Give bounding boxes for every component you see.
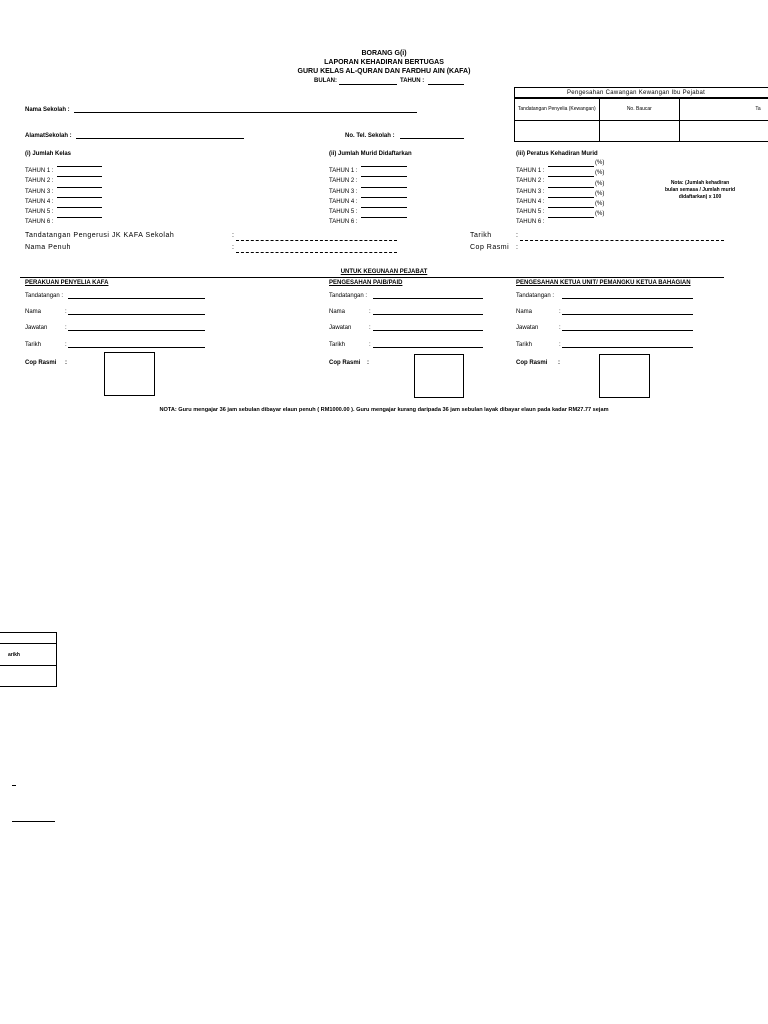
jumlah-kelas-row: TAHUN 5 : — [25, 200, 54, 210]
jumlah-murid-field[interactable] — [361, 187, 407, 188]
col2-nama-field[interactable] — [373, 314, 483, 315]
finance-col-tandatangan: Tandatangan Penyelia (Kewangan) — [515, 98, 600, 121]
colon: : — [559, 309, 561, 315]
cop-rasmi-label: Cop Rasmi — [470, 244, 510, 251]
col1-jawatan-label: Jawatan — [25, 325, 48, 331]
fragment-line — [0, 643, 56, 644]
colon: : — [516, 244, 519, 251]
peratus-kehadiran-title: (iii) Peratus Kehadiran Murid — [516, 151, 598, 157]
tarikh-label: Tarikh — [470, 232, 492, 239]
tahun-label: TAHUN : — [400, 78, 425, 84]
tahun-field[interactable] — [428, 84, 464, 85]
peratus-row: TAHUN 1 : (%) — [516, 160, 605, 174]
bulan-label: BULAN: — [314, 78, 337, 84]
col3-cop-label: Cop Rasmi — [516, 360, 548, 366]
office-divider — [20, 277, 724, 278]
col3-tarikh-field[interactable] — [562, 347, 693, 348]
peratus-kehadiran-list — [516, 159, 605, 226]
colon: : — [232, 244, 235, 251]
allowance-note: NOTA: Guru mengajar 36 jam sebulan dibayar elaun penuh ( RM1000.00 ). Guru mengajar kurang daripada 36 jam sebulan layak dibayar elaun pada kadar RM27.77 sejam — [159, 407, 609, 413]
finance-cell-tandatangan[interactable] — [515, 121, 600, 142]
alamat-sekolah-label: AlamatSekolah : — [25, 133, 72, 139]
jumlah-murid-row: TAHUN 4 : — [329, 190, 358, 200]
finance-table — [514, 97, 768, 142]
cropped-table-fragment — [0, 632, 57, 687]
col1-tarikh-field[interactable] — [68, 347, 205, 348]
col3-tarikh-label: Tarikh — [516, 342, 533, 348]
nama-sekolah-label: Nama Sekolah : — [25, 107, 70, 113]
finance-col-tarikh: Ta — [680, 98, 768, 121]
formula-note-line: bulan semasa / Jumlah murid — [664, 187, 736, 193]
fragment-text: arikh — [8, 652, 20, 658]
colon: : — [232, 232, 235, 239]
fragment-line — [0, 665, 56, 666]
jumlah-murid-row: TAHUN 1 : — [329, 159, 358, 169]
col3-stamp-box[interactable] — [599, 354, 650, 398]
colon: : — [559, 342, 561, 348]
col2-cop-label: Cop Rasmi — [329, 360, 361, 366]
peratus-field[interactable] — [548, 197, 594, 198]
colon: : — [65, 360, 67, 366]
tarikh-field[interactable] — [520, 240, 724, 241]
bulan-field[interactable] — [339, 84, 397, 85]
office-use-title: UNTUK KEGUNAAN PEJABAT — [340, 269, 428, 275]
jumlah-kelas-title: (i) Jumlah Kelas — [25, 151, 72, 157]
col3-nama-label: Nama — [516, 309, 533, 315]
jumlah-murid-row: TAHUN 6 : — [329, 210, 358, 220]
formula-note — [660, 180, 740, 201]
col3-jawatan-label: Jawatan — [516, 325, 539, 331]
col2-jawatan-label: Jawatan — [329, 325, 352, 331]
finance-col-baucar: No. Baucar — [599, 98, 679, 121]
peratus-field[interactable] — [548, 176, 594, 177]
finance-cell-tarikh[interactable] — [680, 121, 768, 142]
jumlah-kelas-field[interactable] — [57, 187, 102, 188]
finance-box-title: Pengesahan Cawangan Kewangan Ibu Pejabat — [567, 90, 706, 96]
pengesahan-ketua-title: PENGESAHAN KETUA UNIT/ PEMANGKU KETUA BAHAGIAN — [516, 280, 691, 286]
jumlah-murid-row: TAHUN 5 : — [329, 200, 358, 210]
jumlah-kelas-list — [25, 159, 54, 226]
col1-tarikh-label: Tarikh — [25, 342, 42, 348]
jumlah-murid-title: (ii) Jumlah Murid Didaftarkan — [329, 151, 412, 157]
jumlah-kelas-field[interactable] — [57, 217, 102, 218]
no-tel-field[interactable] — [400, 138, 464, 139]
tandatangan-pengerusi-field[interactable] — [236, 240, 397, 241]
fragment-dash — [12, 785, 16, 786]
jumlah-murid-field[interactable] — [361, 176, 407, 177]
col2-stamp-box[interactable] — [414, 354, 464, 398]
col1-stamp-box[interactable] — [104, 352, 155, 396]
form-title: LAPORAN KEHADIRAN BERTUGAS — [324, 59, 444, 66]
colon: : — [516, 232, 519, 239]
form-code: BORANG G(i) — [361, 50, 407, 57]
peratus-row: TAHUN 5 : (%) — [516, 201, 605, 216]
peratus-field[interactable] — [548, 166, 594, 167]
jumlah-murid-field[interactable] — [361, 197, 407, 198]
colon: : — [65, 342, 67, 348]
tandatangan-pengerusi-label: Tandatangan Pengerusi JK KAFA Sekolah — [25, 232, 175, 239]
colon: : — [558, 360, 560, 366]
jumlah-kelas-row: TAHUN 4 : — [25, 190, 54, 200]
colon: : — [559, 325, 561, 331]
col2-tarikh-label: Tarikh — [329, 342, 346, 348]
colon: : — [367, 360, 369, 366]
no-tel-label: No. Tel. Sekolah : — [345, 133, 395, 139]
nama-penuh-field[interactable] — [236, 252, 397, 253]
peratus-row: TAHUN 3 : (%) — [516, 180, 605, 195]
col3-tandatangan-label: Tandatangan : — [516, 293, 555, 299]
col1-cop-label: Cop Rasmi — [25, 360, 57, 366]
jumlah-kelas-field[interactable] — [57, 207, 102, 208]
alamat-sekolah-field[interactable] — [76, 138, 244, 139]
formula-note-line: didaftarkan) x 100 — [678, 194, 722, 200]
peratus-field[interactable] — [548, 187, 594, 188]
jumlah-kelas-field[interactable] — [57, 176, 102, 177]
colon: : — [369, 342, 371, 348]
jumlah-murid-row: TAHUN 3 : — [329, 180, 358, 190]
col2-jawatan-field[interactable] — [373, 330, 483, 331]
jumlah-murid-row: TAHUN 2 : — [329, 169, 358, 179]
col3-nama-field[interactable] — [562, 314, 693, 315]
colon: : — [65, 325, 67, 331]
colon: : — [65, 309, 67, 315]
jumlah-kelas-row: TAHUN 6 : — [25, 210, 54, 220]
jumlah-murid-field[interactable] — [361, 166, 407, 167]
peratus-row: TAHUN 6 : (%) — [516, 211, 605, 226]
peratus-field[interactable] — [548, 217, 594, 218]
col3-tandatangan-field[interactable] — [562, 298, 693, 299]
jumlah-kelas-field[interactable] — [57, 166, 102, 167]
col1-tandatangan-label: Tandatangan : — [25, 293, 64, 299]
nama-penuh-label: Nama Penuh — [25, 244, 71, 251]
col2-tarikh-field[interactable] — [373, 347, 483, 348]
jumlah-murid-list — [329, 159, 358, 226]
jumlah-murid-field[interactable] — [361, 207, 407, 208]
peratus-row: TAHUN 4 : (%) — [516, 190, 605, 205]
jumlah-kelas-row: TAHUN 3 : — [25, 180, 54, 190]
col1-tandatangan-field[interactable] — [68, 298, 205, 299]
jumlah-murid-field[interactable] — [361, 217, 407, 218]
perakuan-penyelia-title: PERAKUAN PENYELIA KAFA — [25, 280, 109, 286]
col1-nama-label: Nama — [25, 309, 42, 315]
nama-sekolah-field[interactable] — [74, 112, 417, 113]
jumlah-kelas-row: TAHUN 2 : — [25, 169, 54, 179]
jumlah-kelas-field[interactable] — [57, 197, 102, 198]
peratus-row: TAHUN 2 : (%) — [516, 170, 605, 185]
col2-tandatangan-field[interactable] — [373, 298, 483, 299]
pengesahan-paib-title: PENGESAHAN PAIB/PAID — [329, 280, 403, 286]
form-subtitle: GURU KELAS AL-QURAN DAN FARDHU AIN (KAFA) — [297, 68, 471, 75]
fragment-underline — [12, 821, 55, 822]
col1-nama-field[interactable] — [68, 314, 205, 315]
col1-jawatan-field[interactable] — [68, 330, 205, 331]
formula-note-line: Nota: (Jumlah kehadiran — [670, 180, 730, 186]
colon: : — [369, 309, 371, 315]
col2-nama-label: Nama — [329, 309, 346, 315]
col3-jawatan-field[interactable] — [562, 330, 693, 331]
finance-cell-baucar[interactable] — [599, 121, 679, 142]
peratus-field[interactable] — [548, 207, 594, 208]
colon: : — [369, 325, 371, 331]
col2-tandatangan-label: Tandatangan : — [329, 293, 368, 299]
jumlah-kelas-row: TAHUN 1 : — [25, 159, 54, 169]
